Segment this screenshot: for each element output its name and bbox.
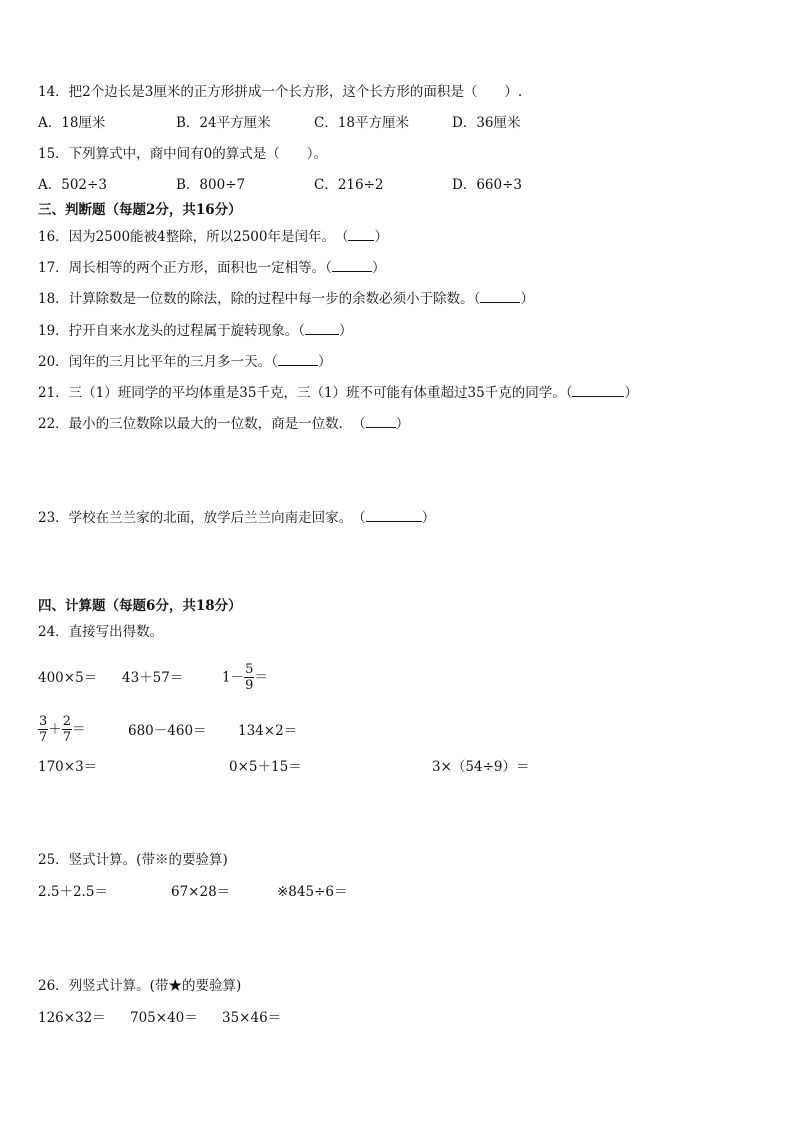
- answer-blank[interactable]: [366, 415, 396, 428]
- answer-blank[interactable]: [278, 353, 318, 366]
- question-19: 19．拧开自来水龙头的过程属于旋转现象。（ ）: [38, 323, 353, 339]
- calc-item: 134×2＝: [238, 723, 298, 739]
- q14-option-d: D．36厘米: [452, 115, 521, 131]
- fraction: $\frac{3}{7}$: [39, 714, 48, 745]
- question-15-stem: 15．下列算式中，商中间有0的算式是（ ）。: [38, 146, 328, 162]
- section-3-title: 三、判断题（每题2分，共16分）: [38, 202, 242, 218]
- calc-item: ※845÷6＝: [277, 884, 348, 900]
- answer-blank[interactable]: [332, 259, 372, 272]
- q15-option-a: A．502÷3: [38, 177, 107, 193]
- calc-item: 3×（54÷9）＝: [432, 759, 530, 775]
- q14-option-a: A．18厘米: [38, 115, 106, 131]
- question-26-stem: 26．列竖式计算。(带★的要验算): [38, 978, 242, 994]
- q15-option-b: B．800÷7: [176, 177, 246, 193]
- calc-item: 705×40＝: [130, 1010, 198, 1026]
- calc-item: 2.5＋2.5＝: [38, 884, 108, 900]
- question-23: 23．学校在兰兰家的北面，放学后兰兰向南走回家。 （ ）: [38, 510, 436, 526]
- calc-item: 67×28＝: [171, 884, 231, 900]
- fraction-calc-item: $\frac{3}{7}$ ＋ $\frac{2}{7}$ ＝: [39, 714, 86, 745]
- calc-item: 170×3＝: [38, 759, 98, 775]
- question-21: 21．三（1）班同学的平均体重是35千克，三（1）班不可能有体重超过35千克的同学。（ ）: [38, 385, 638, 401]
- question-18: 18．计算除数是一位数的除法，除的过程中每一步的余数必须小于除数。（ ）: [38, 291, 534, 307]
- question-16: 16．因为2500能被4整除，所以2500年是闰年。 （ ）: [38, 229, 388, 245]
- question-17: 17．周长相等的两个正方形，面积也一定相等。（ ）: [38, 260, 386, 276]
- calc-item: 126×32＝: [38, 1010, 106, 1026]
- question-24-stem: 24．直接写出得数。: [38, 624, 164, 640]
- calc-item: 680－460＝: [128, 723, 207, 739]
- question-22: 22．最小的三位数除以最大的一位数，商是一位数． （ ）: [38, 416, 410, 432]
- q15-option-c: C．216÷2: [314, 177, 384, 193]
- fraction: $\frac{2}{7}$: [62, 714, 72, 745]
- calc-item: 400×5＝: [38, 670, 98, 686]
- answer-blank[interactable]: [348, 228, 374, 241]
- q14-option-b: B．24平方厘米: [176, 115, 271, 131]
- calc-item: 43＋57＝: [122, 670, 184, 686]
- fraction-calc-item: 1－ $\frac{5}{9}$ ＝: [222, 662, 268, 693]
- calc-item: 0×5＋15＝: [229, 759, 302, 775]
- question-14-stem: 14．把2个边长是3厘米的正方形拼成一个长方形，这个长方形的面积是（ ）.: [38, 84, 523, 100]
- answer-blank[interactable]: [366, 509, 422, 522]
- calc-item: 35×46＝: [222, 1010, 282, 1026]
- answer-blank[interactable]: [480, 290, 520, 303]
- answer-blank[interactable]: [572, 384, 624, 397]
- q14-option-c: C．18平方厘米: [314, 115, 410, 131]
- fraction: $\frac{5}{9}$: [245, 662, 254, 693]
- q15-option-d: D．660÷3: [452, 177, 522, 193]
- question-25-stem: 25．竖式计算。(带※的要验算): [38, 852, 228, 868]
- section-4-title: 四、计算题（每题6分，共18分）: [38, 598, 242, 614]
- answer-blank[interactable]: [305, 322, 339, 335]
- question-20: 20．闰年的三月比平年的三月多一天。（ ）: [38, 354, 332, 370]
